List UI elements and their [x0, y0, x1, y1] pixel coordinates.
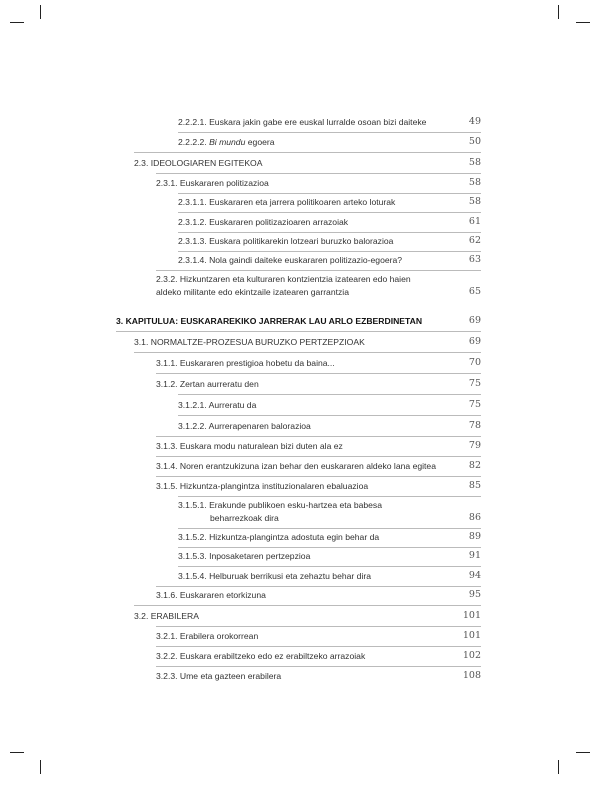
- toc-entry[interactable]: [156, 670, 481, 683]
- toc-number: 3.2.3.: [156, 671, 178, 681]
- toc-number: 3.1.4.: [156, 461, 178, 471]
- toc-page: 89: [468, 531, 481, 542]
- toc-title: Aurrerapenaren balorazioa: [208, 421, 311, 431]
- toc-title: Euskararen etorkizuna: [179, 590, 266, 600]
- toc-entry[interactable]: [178, 254, 481, 267]
- toc-title: ERABILERA: [150, 611, 199, 621]
- toc-entry[interactable]: [178, 216, 481, 229]
- toc-title: Nola gaindi daiteke euskararen politizazio-egoera?: [209, 255, 403, 265]
- toc-rule: [156, 373, 481, 374]
- toc-entry[interactable]: [178, 550, 481, 563]
- toc-number: 2.3.1.1.: [178, 197, 207, 207]
- toc-title: Hizkuntzaren eta kulturaren kontzientzia izatearen edo haien: [179, 274, 411, 284]
- toc-title: Ume eta gazteen erabilera: [179, 671, 282, 681]
- toc-page: 102: [462, 650, 481, 661]
- toc-number: 3.1.6.: [156, 590, 178, 600]
- toc-chapter-entry[interactable]: [116, 315, 481, 328]
- toc-page: 69: [468, 336, 481, 347]
- toc-page: 70: [468, 357, 481, 368]
- toc-entry[interactable]: [156, 177, 481, 190]
- toc-title: Hizkuntza-plangintza instituzionalaren ebaluazioa: [179, 481, 369, 491]
- toc-entry[interactable]: [178, 196, 481, 209]
- toc-page: 75: [468, 399, 481, 410]
- toc-rule: [178, 251, 481, 252]
- toc-entry[interactable]: [178, 570, 481, 583]
- toc-page: 85: [468, 480, 481, 491]
- toc-title-continued: beharrezkoak dira: [210, 512, 279, 523]
- toc-page: 82: [468, 460, 481, 471]
- toc-rule: [156, 476, 481, 477]
- toc-rule: [156, 626, 481, 627]
- toc-number: 3.1.3.: [156, 441, 178, 451]
- toc-entry[interactable]: [134, 336, 481, 349]
- toc-number: 3.1.5.1.: [178, 500, 207, 510]
- toc-number: 2.3.1.2.: [178, 217, 207, 227]
- toc-number: 3.1.2.1.: [178, 400, 207, 410]
- toc-page: 78: [468, 420, 481, 431]
- toc-number: 3.1.5.4.: [178, 571, 207, 581]
- toc-page: 58: [468, 157, 481, 168]
- toc-entry[interactable]: [156, 480, 481, 493]
- toc-page: 69: [468, 315, 481, 326]
- toc-rule: [178, 132, 481, 133]
- toc-rule: [178, 212, 481, 213]
- toc-number: 3.1.5.3.: [178, 551, 207, 561]
- toc-title: KAPITULUA: EUSKARAREKIKO JARRERAK LAU ARLO EZBERDINETAN: [125, 316, 423, 326]
- toc-entry[interactable]: [178, 235, 481, 248]
- toc-rule: [134, 152, 481, 153]
- toc-title: Hizkuntza-plangintza adostuta egin behar da: [209, 532, 380, 542]
- toc-rule: [178, 496, 481, 497]
- toc-number: 3.2.1.: [156, 631, 178, 641]
- toc-page: 49: [468, 116, 481, 127]
- toc-rule: [156, 646, 481, 647]
- toc-title-continued: aldeko militante edo ekintzaile izatearen garrantzia: [156, 286, 349, 297]
- toc-entry[interactable]: [156, 440, 481, 453]
- toc-page: 91: [468, 550, 481, 561]
- toc-rule: [134, 605, 481, 606]
- toc-title: Euskara erabiltzeko edo ez erabiltzeko arrazoiak: [179, 651, 366, 661]
- toc-page: 63: [468, 254, 481, 265]
- toc-entry[interactable]: [156, 273, 481, 298]
- toc-number: 2.3.: [134, 158, 149, 168]
- toc-entry[interactable]: [178, 399, 481, 412]
- toc-rule: [178, 232, 481, 233]
- toc-entry[interactable]: [156, 460, 481, 473]
- toc-entry[interactable]: [156, 357, 481, 370]
- toc-entry[interactable]: [134, 610, 481, 623]
- toc-number: 3.1.2.: [156, 379, 178, 389]
- toc-entry[interactable]: [178, 420, 481, 433]
- toc-entry[interactable]: [156, 589, 481, 602]
- toc-page: 61: [468, 216, 481, 227]
- toc-rule: [178, 193, 481, 194]
- toc-entry[interactable]: [178, 499, 481, 524]
- toc-title-italic: Bi mundu: [209, 137, 246, 147]
- toc-page: 75: [468, 378, 481, 389]
- toc-page: 58: [468, 196, 481, 207]
- toc-number: 3.: [116, 316, 124, 326]
- toc-rule: [116, 331, 481, 332]
- toc-number: 3.2.: [134, 611, 149, 621]
- toc-title: Euskararen eta jarrera politikoaren arteko loturak: [209, 197, 396, 207]
- toc-number: 2.2.2.2.: [178, 137, 207, 147]
- toc-title: Noren erantzukizuna izan behar den euskararen aldeko lana egitea: [179, 461, 436, 471]
- toc-title: Zertan aurreratu den: [179, 379, 259, 389]
- toc-title: Euskararen prestigioa hobetu da baina...: [179, 358, 335, 368]
- toc-page: 108: [462, 670, 481, 681]
- toc-title: IDEOLOGIAREN EGITEKOA: [150, 158, 263, 168]
- toc-entry[interactable]: [156, 630, 481, 643]
- toc-rule: [178, 394, 481, 395]
- toc-page: 65: [468, 285, 481, 297]
- toc-title: egoera: [245, 137, 275, 147]
- toc-entry[interactable]: [178, 136, 481, 149]
- toc-number: 2.2.2.1.: [178, 117, 207, 127]
- toc-page: 86: [468, 511, 481, 523]
- toc-rule: [178, 547, 481, 548]
- toc-title: Euskara modu naturalean bizi duten ala ez: [179, 441, 343, 451]
- toc-number: 2.3.1.4.: [178, 255, 207, 265]
- toc-entry[interactable]: [178, 531, 481, 544]
- toc-rule: [178, 528, 481, 529]
- toc-number: 3.1.: [134, 337, 149, 347]
- toc-rule: [156, 173, 481, 174]
- toc-title: Euskara jakin gabe ere euskal lurralde osoan bizi daiteke: [209, 117, 427, 127]
- toc-number: 3.1.5.2.: [178, 532, 207, 542]
- toc-rule: [178, 566, 481, 567]
- toc-page: 101: [462, 610, 481, 621]
- toc-page: 58: [468, 177, 481, 188]
- toc-rule: [134, 352, 481, 353]
- toc-page: 101: [462, 630, 481, 641]
- toc-rule: [178, 415, 481, 416]
- toc-entry[interactable]: [134, 157, 481, 170]
- toc-title: Erabilera orokorrean: [179, 631, 259, 641]
- toc-page: 94: [468, 570, 481, 581]
- toc-number: 2.3.2.: [156, 274, 178, 284]
- toc-number: 3.1.1.: [156, 358, 178, 368]
- toc-title: Euskararen politizazioaren arrazoiak: [209, 217, 349, 227]
- toc-title: Aurreratu da: [208, 400, 257, 410]
- toc-entry[interactable]: [156, 378, 481, 391]
- toc-page: 50: [468, 136, 481, 147]
- toc-entry[interactable]: [156, 650, 481, 663]
- toc-page: 95: [468, 589, 481, 600]
- toc-title: Erakunde publikoen esku-hartzea eta babesa: [209, 500, 383, 510]
- toc-title: Euskararen politizazioa: [179, 178, 269, 188]
- toc-rule: [156, 270, 481, 271]
- toc-number: 3.1.5.: [156, 481, 178, 491]
- toc-number: 3.2.2.: [156, 651, 178, 661]
- toc-number: 3.1.2.2.: [178, 421, 207, 431]
- toc-rule: [156, 666, 481, 667]
- toc-entry[interactable]: [178, 116, 481, 129]
- toc-page: 62: [468, 235, 481, 246]
- toc-number: 2.3.1.: [156, 178, 178, 188]
- toc-rule: [156, 586, 481, 587]
- toc-rule: [156, 456, 481, 457]
- toc-rule: [156, 436, 481, 437]
- toc-title: NORMALTZE-PROZESUA BURUZKO PERTZEPZIOAK: [150, 337, 365, 347]
- toc-title: Inposaketaren pertzepzioa: [209, 551, 311, 561]
- toc-title: Euskara politikarekin lotzeari buruzko balorazioa: [209, 236, 394, 246]
- toc-number: 2.3.1.3.: [178, 236, 207, 246]
- toc-title: Helburuak berrikusi eta zehaztu behar dira: [209, 571, 372, 581]
- toc-page: 79: [468, 440, 481, 451]
